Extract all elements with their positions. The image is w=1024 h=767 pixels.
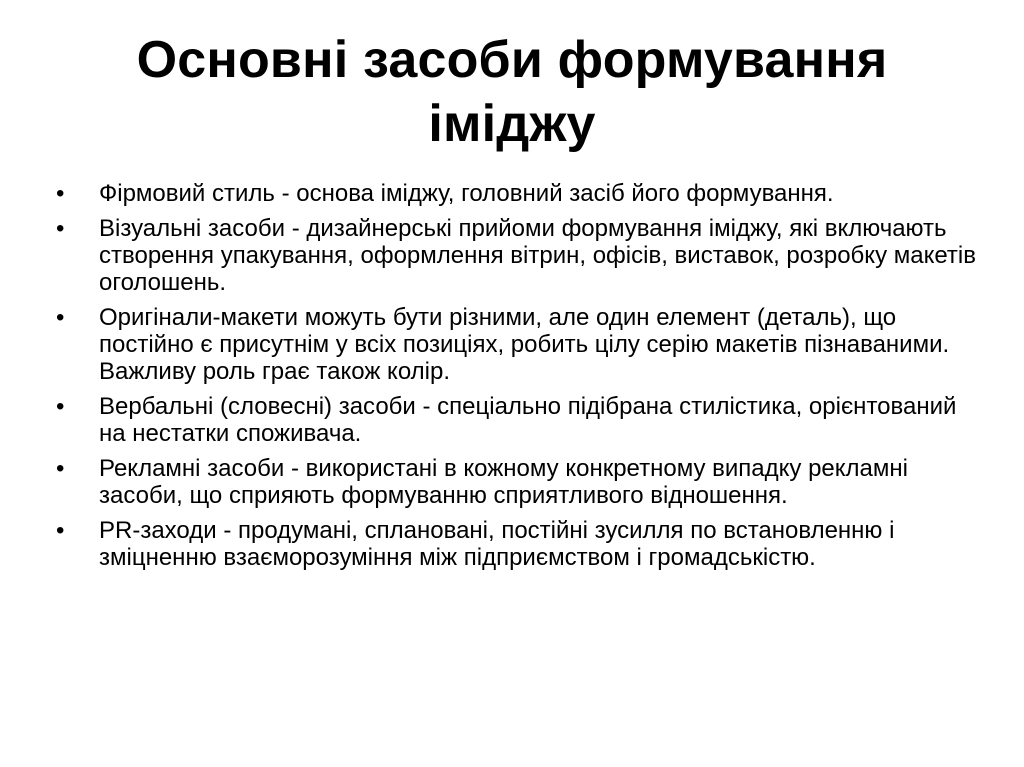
slide-title: Основні засоби формування іміджу bbox=[136, 31, 888, 153]
bullet-text: Візуальні засоби - дизайнерські прийоми формування іміджу, які включають створення упакування, оформлення вітрин, офісів, виставок, розробку макетів оголошень. bbox=[99, 215, 976, 296]
bullet-icon: • bbox=[56, 517, 65, 544]
bullet-item bbox=[56, 304, 976, 385]
bullet-item bbox=[56, 517, 976, 571]
bullet-item bbox=[56, 393, 976, 447]
bullet-icon: • bbox=[56, 180, 65, 207]
bullet-text: Фірмовий стиль - основа іміджу, головний засіб його формування. bbox=[99, 180, 834, 207]
bullet-icon: • bbox=[56, 455, 65, 482]
bullet-icon: • bbox=[56, 215, 65, 242]
bullet-item bbox=[56, 455, 976, 509]
bullet-text: Рекламні засоби - використані в кожному конкретному випадку рекламні засоби, що сприяють формуванню сприятливого відношення. bbox=[99, 455, 908, 509]
bullet-text: Оригінали-макети можуть бути різними, але один елемент (деталь), що постійно є присутнім у всіх позиціях, робить цілу серію макетів пізнаваними. Важливу роль грає також колір. bbox=[99, 304, 950, 385]
bullet-item bbox=[56, 180, 976, 207]
bullet-icon: • bbox=[56, 304, 65, 331]
bullet-item bbox=[56, 215, 976, 296]
bullet-list bbox=[56, 180, 976, 579]
bullet-text: Вербальні (словесні) засоби - спеціально підібрана стилістика, орієнтований на нестатки споживача. bbox=[99, 393, 957, 447]
bullet-icon: • bbox=[56, 393, 65, 420]
bullet-text: PR-заходи - продумані, сплановані, постійні зусилля по встановленню і зміцненню взаєморозуміння між підприємством і громадськістю. bbox=[99, 517, 895, 571]
